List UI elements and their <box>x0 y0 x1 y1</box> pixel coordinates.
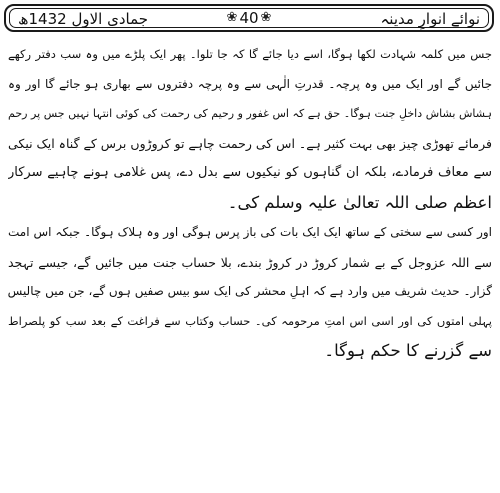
text-line: اعظم صلی اللہ تعالیٰ علیہ وسلم کی۔ <box>227 192 492 212</box>
article-body <box>8 40 492 366</box>
page-number: 40 <box>239 9 259 27</box>
magazine-title: نوائے انوارِ مدینہ <box>380 10 480 28</box>
text-line: ہشاش بشاش داخلِ جنت ہوگا۔ حق ہے کہ اس غفور و رحیم کی رحمت کی کوئی انتہا نہیں جس پر رحم <box>8 107 492 120</box>
flower-ornament-icon: ❀ <box>226 10 238 25</box>
text-line: فرمائے تھوڑی چیز بھی بہت کثیر ہے۔ اس کی رحمت چاہے تو کروڑوں برس کے گناہ ایک نیکی <box>8 135 492 151</box>
text-line: سے معاف فرمادے، بلکہ ان گناہوں کو نیکیوں سے بدل دے، پس غلامی ہونے چاہیے سرکار <box>8 165 492 180</box>
text-line: سے اللہ عزوجل کے بے شمار کروڑ در کروڑ بندے، بلا حساب جنت میں جائیں گے، جیسے تہجد <box>8 254 492 270</box>
text-line: پہلی امتوں کی اور اسی اس امتِ مرحومہ کی۔ حساب وکتاب سے فراغت کے بعد سب کو پلصراط <box>8 313 492 328</box>
paragraph-2 <box>8 218 492 366</box>
flower-ornament-icon: ❀ <box>260 10 272 25</box>
paragraph-1 <box>8 40 492 217</box>
text-line: جس میں کلمہ شہادت لکھا ہوگا، اسے دیا جائے گا کہ جا تلوا۔ پھر ایک پلڑے میں وہ سب دفتر رکھے <box>8 47 492 61</box>
page-header <box>4 4 494 32</box>
issue-date: جمادی الاول 1432ھ <box>18 10 149 28</box>
text-line: جائیں گے اور ایک میں وہ پرچہ۔ قدرتِ الٰہی سے وہ پرچہ دفتروں سے بھاری ہو جائے گا اور وہ <box>8 76 492 91</box>
page-number-block <box>227 9 272 27</box>
text-line: گزار۔ حدیث شریف میں وارد ہے کہ اہلِ محشر کی ایک سو بیس صفیں ہوں گے، جن میں چالیس <box>8 284 492 298</box>
text-line: اور کسی سے سختی کے ساتھ ایک ایک بات کی باز پرس ہوگی اور وہ ہلاک ہوگا۔ جبکہ اس امت <box>8 225 492 239</box>
text-line: سے گزرنے کا حکم ہوگا۔ <box>324 341 492 360</box>
